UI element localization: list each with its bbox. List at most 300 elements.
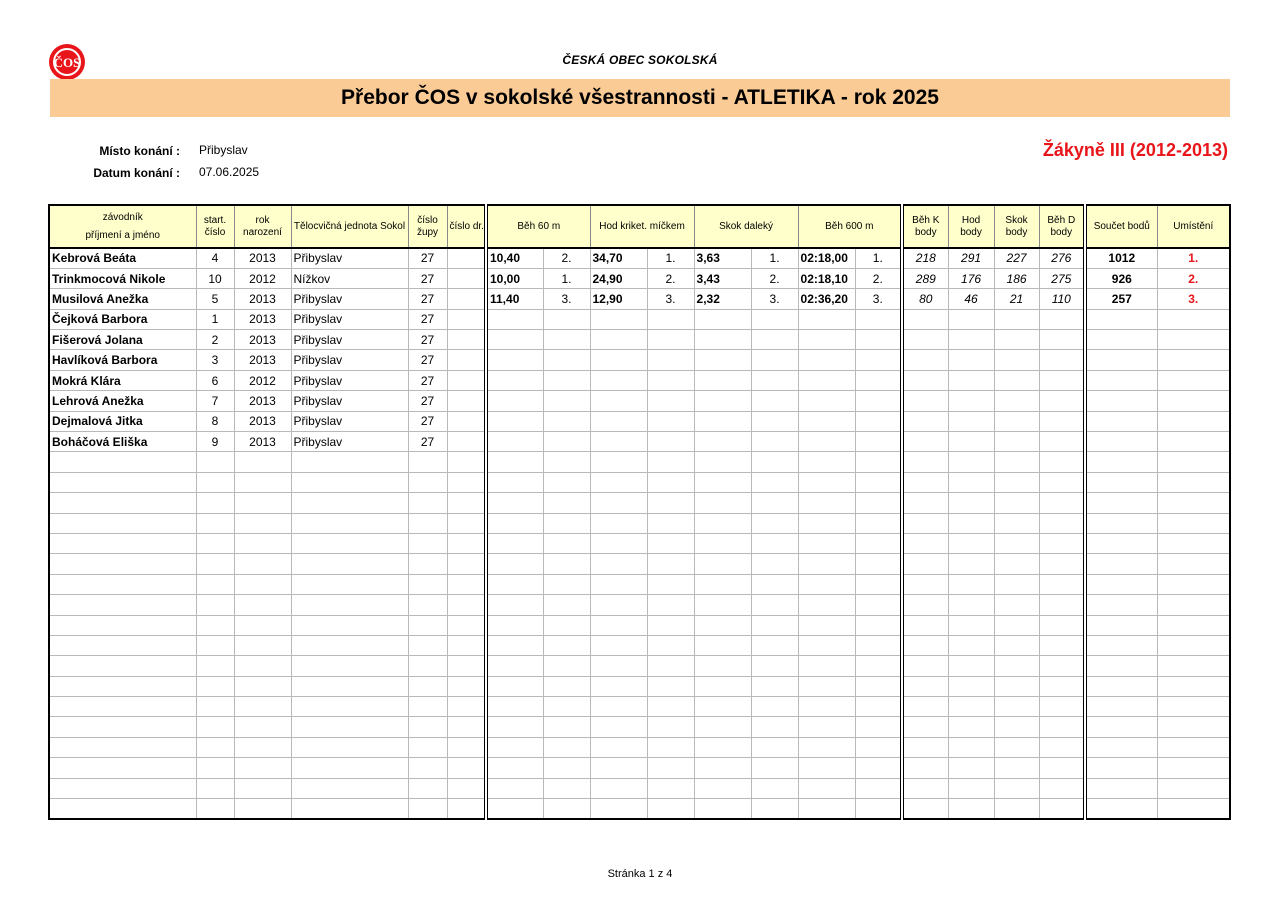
jump-rank [751, 330, 798, 350]
points-jump [994, 350, 1039, 370]
start-number: 6 [196, 370, 234, 390]
run600-result [798, 411, 855, 431]
empty-cell [902, 493, 948, 513]
jump-result: 3,63 [694, 248, 751, 268]
empty-cell [1157, 595, 1230, 615]
empty-cell [486, 758, 543, 778]
empty-cell [647, 472, 694, 492]
empty-cell [1039, 656, 1085, 676]
empty-cell [994, 452, 1039, 472]
empty-cell [543, 472, 590, 492]
jump-rank: 2. [751, 268, 798, 288]
date-label: Datum konání : [93, 166, 180, 180]
empty-cell [196, 452, 234, 472]
col-pts-run-k: Běh K body [902, 205, 948, 248]
run60-rank [543, 350, 590, 370]
start-number: 8 [196, 411, 234, 431]
empty-cell [486, 697, 543, 717]
empty-cell [751, 737, 798, 757]
empty-cell [1157, 493, 1230, 513]
empty-cell [590, 676, 647, 696]
zupa-number: 27 [408, 391, 447, 411]
points-run-d [1039, 411, 1085, 431]
empty-cell [543, 737, 590, 757]
points-run-d [1039, 370, 1085, 390]
empty-cell [1157, 472, 1230, 492]
empty-cell [798, 554, 855, 574]
cricket-result [590, 432, 647, 452]
empty-cell [49, 635, 196, 655]
empty-cell [855, 717, 902, 737]
cricket-result [590, 330, 647, 350]
empty-cell [647, 656, 694, 676]
start-number: 9 [196, 432, 234, 452]
team-number [447, 268, 486, 288]
empty-cell [798, 676, 855, 696]
run600-rank [855, 391, 902, 411]
run600-rank [855, 411, 902, 431]
points-run-k [902, 391, 948, 411]
empty-cell [902, 635, 948, 655]
empty-cell [1157, 697, 1230, 717]
empty-cell [590, 472, 647, 492]
empty-cell [1157, 778, 1230, 798]
empty-cell [447, 452, 486, 472]
empty-cell [994, 595, 1039, 615]
empty-cell [291, 513, 408, 533]
empty-cell [291, 717, 408, 737]
points-run-k [902, 350, 948, 370]
col-pts-jump: Skok body [994, 205, 1039, 248]
empty-cell [647, 513, 694, 533]
empty-cell [543, 513, 590, 533]
empty-cell [408, 533, 447, 553]
team-number [447, 330, 486, 350]
empty-cell [798, 595, 855, 615]
empty-cell [408, 472, 447, 492]
empty-cell [994, 533, 1039, 553]
run60-rank [543, 411, 590, 431]
empty-cell [447, 472, 486, 492]
empty-cell [543, 717, 590, 737]
run60-result [486, 370, 543, 390]
cricket-rank [647, 411, 694, 431]
empty-cell [590, 595, 647, 615]
empty-cell [196, 635, 234, 655]
empty-cell [486, 595, 543, 615]
placement [1157, 370, 1230, 390]
placement [1157, 330, 1230, 350]
empty-cell [196, 493, 234, 513]
table-row [49, 350, 1230, 370]
empty-cell [49, 574, 196, 594]
points-jump [994, 411, 1039, 431]
competitor-name: Musilová Anežka [49, 289, 196, 309]
table-row [49, 268, 1230, 288]
empty-cell [196, 554, 234, 574]
empty-cell [751, 635, 798, 655]
empty-cell [902, 799, 948, 819]
run60-rank [543, 432, 590, 452]
empty-cell [590, 635, 647, 655]
run60-rank [543, 391, 590, 411]
start-number: 7 [196, 391, 234, 411]
empty-cell [994, 758, 1039, 778]
start-number: 2 [196, 330, 234, 350]
points-throw [948, 370, 994, 390]
empty-cell [855, 533, 902, 553]
empty-cell [196, 595, 234, 615]
empty-row [49, 513, 1230, 533]
empty-cell [902, 778, 948, 798]
empty-cell [1157, 554, 1230, 574]
empty-row [49, 554, 1230, 574]
run60-rank: 3. [543, 289, 590, 309]
empty-cell [694, 452, 751, 472]
placement: 1. [1157, 248, 1230, 268]
run600-result [798, 432, 855, 452]
empty-cell [694, 493, 751, 513]
placement [1157, 411, 1230, 431]
placement: 2. [1157, 268, 1230, 288]
points-throw [948, 411, 994, 431]
team-number [447, 432, 486, 452]
place-label: Místo konání : [99, 144, 180, 158]
empty-cell [902, 758, 948, 778]
points-run-k: 218 [902, 248, 948, 268]
run60-result [486, 411, 543, 431]
club-name: Nížkov [291, 268, 408, 288]
empty-cell [234, 717, 291, 737]
birth-year: 2013 [234, 248, 291, 268]
empty-cell [1157, 737, 1230, 757]
empty-cell [234, 737, 291, 757]
empty-cell [994, 717, 1039, 737]
empty-cell [948, 758, 994, 778]
run600-result [798, 391, 855, 411]
points-jump: 21 [994, 289, 1039, 309]
empty-cell [1039, 799, 1085, 819]
birth-year: 2012 [234, 370, 291, 390]
empty-cell [751, 758, 798, 778]
empty-cell [855, 676, 902, 696]
points-jump: 227 [994, 248, 1039, 268]
col-competitor [49, 205, 196, 248]
empty-cell [1039, 697, 1085, 717]
empty-cell [1039, 717, 1085, 737]
empty-cell [994, 513, 1039, 533]
empty-row [49, 778, 1230, 798]
empty-cell [234, 656, 291, 676]
empty-cell [49, 472, 196, 492]
run600-result [798, 330, 855, 350]
empty-cell [234, 595, 291, 615]
empty-cell [291, 493, 408, 513]
empty-cell [447, 635, 486, 655]
empty-cell [948, 472, 994, 492]
empty-cell [948, 635, 994, 655]
empty-cell [948, 533, 994, 553]
empty-cell [948, 737, 994, 757]
empty-cell [694, 758, 751, 778]
empty-cell [647, 533, 694, 553]
empty-cell [855, 513, 902, 533]
empty-cell [751, 472, 798, 492]
empty-cell [486, 615, 543, 635]
empty-cell [408, 697, 447, 717]
empty-cell [1157, 799, 1230, 819]
empty-cell [49, 493, 196, 513]
empty-cell [902, 676, 948, 696]
col-run60: Běh 60 m [486, 205, 590, 248]
points-run-d [1039, 309, 1085, 329]
empty-cell [798, 533, 855, 553]
empty-cell [408, 737, 447, 757]
empty-cell [902, 574, 948, 594]
run60-result [486, 432, 543, 452]
empty-cell [291, 554, 408, 574]
empty-cell [1157, 656, 1230, 676]
empty-cell [751, 513, 798, 533]
table-row [49, 370, 1230, 390]
empty-cell [948, 513, 994, 533]
start-number: 5 [196, 289, 234, 309]
empty-cell [1085, 697, 1157, 717]
run60-result [486, 309, 543, 329]
points-run-d: 275 [1039, 268, 1085, 288]
run600-rank [855, 309, 902, 329]
empty-cell [1085, 595, 1157, 615]
points-run-k [902, 309, 948, 329]
empty-cell [49, 656, 196, 676]
zupa-number: 27 [408, 432, 447, 452]
empty-cell [694, 513, 751, 533]
empty-cell [590, 554, 647, 574]
empty-cell [291, 737, 408, 757]
empty-cell [994, 554, 1039, 574]
empty-cell [543, 758, 590, 778]
empty-cell [408, 778, 447, 798]
empty-cell [196, 574, 234, 594]
points-throw [948, 391, 994, 411]
run600-rank: 2. [855, 268, 902, 288]
empty-cell [590, 758, 647, 778]
empty-cell [694, 554, 751, 574]
empty-cell [798, 574, 855, 594]
empty-cell [196, 533, 234, 553]
empty-cell [855, 615, 902, 635]
empty-cell [486, 452, 543, 472]
empty-cell [543, 595, 590, 615]
birth-year: 2013 [234, 432, 291, 452]
empty-cell [1039, 533, 1085, 553]
competitor-name: Fišerová Jolana [49, 330, 196, 350]
empty-cell [855, 697, 902, 717]
empty-row [49, 595, 1230, 615]
jump-result: 2,32 [694, 289, 751, 309]
empty-cell [1157, 676, 1230, 696]
col-birth-year: rok narození [234, 205, 291, 248]
empty-cell [486, 737, 543, 757]
empty-cell [902, 737, 948, 757]
table-row [49, 411, 1230, 431]
empty-cell [798, 493, 855, 513]
points-total: 257 [1085, 289, 1157, 309]
club-name: Přibyslav [291, 432, 408, 452]
empty-cell [486, 656, 543, 676]
empty-cell [1039, 472, 1085, 492]
cricket-result: 34,70 [590, 248, 647, 268]
start-number: 10 [196, 268, 234, 288]
competitor-name: Lehrová Anežka [49, 391, 196, 411]
empty-cell [543, 697, 590, 717]
empty-cell [291, 656, 408, 676]
empty-cell [902, 472, 948, 492]
empty-cell [49, 799, 196, 819]
club-name: Přibyslav [291, 411, 408, 431]
empty-cell [543, 452, 590, 472]
empty-cell [1157, 533, 1230, 553]
empty-cell [234, 676, 291, 696]
empty-cell [1085, 758, 1157, 778]
points-total: 1012 [1085, 248, 1157, 268]
points-total [1085, 411, 1157, 431]
empty-cell [1085, 472, 1157, 492]
col-club: Tělocvičná jednota Sokol [291, 205, 408, 248]
empty-cell [694, 595, 751, 615]
run600-rank: 1. [855, 248, 902, 268]
empty-cell [751, 452, 798, 472]
empty-cell [798, 513, 855, 533]
empty-cell [49, 595, 196, 615]
empty-cell [855, 635, 902, 655]
empty-cell [994, 472, 1039, 492]
empty-cell [751, 778, 798, 798]
col-total: Součet bodů [1085, 205, 1157, 248]
empty-cell [798, 452, 855, 472]
empty-cell [647, 574, 694, 594]
empty-cell [994, 676, 1039, 696]
empty-cell [798, 799, 855, 819]
cricket-rank [647, 309, 694, 329]
empty-cell [408, 452, 447, 472]
jump-rank [751, 411, 798, 431]
empty-row [49, 615, 1230, 635]
empty-cell [447, 554, 486, 574]
empty-cell [486, 635, 543, 655]
empty-cell [447, 615, 486, 635]
empty-cell [49, 513, 196, 533]
empty-cell [234, 554, 291, 574]
run60-result [486, 350, 543, 370]
cricket-rank [647, 370, 694, 390]
points-throw [948, 330, 994, 350]
empty-cell [798, 697, 855, 717]
empty-cell [408, 615, 447, 635]
empty-cell [196, 513, 234, 533]
empty-cell [751, 697, 798, 717]
empty-cell [1085, 452, 1157, 472]
empty-cell [543, 493, 590, 513]
empty-cell [408, 635, 447, 655]
empty-cell [49, 778, 196, 798]
table-row [49, 289, 1230, 309]
club-name: Přibyslav [291, 350, 408, 370]
jump-result [694, 350, 751, 370]
run60-result [486, 391, 543, 411]
points-run-k [902, 432, 948, 452]
points-throw [948, 432, 994, 452]
empty-cell [647, 493, 694, 513]
empty-cell [486, 778, 543, 798]
run600-result [798, 350, 855, 370]
empty-row [49, 758, 1230, 778]
empty-cell [196, 799, 234, 819]
run60-rank [543, 370, 590, 390]
empty-cell [291, 799, 408, 819]
empty-cell [447, 533, 486, 553]
empty-cell [647, 676, 694, 696]
empty-cell [291, 574, 408, 594]
empty-cell [902, 513, 948, 533]
table-row [49, 391, 1230, 411]
empty-cell [291, 615, 408, 635]
empty-cell [408, 799, 447, 819]
points-jump [994, 309, 1039, 329]
empty-cell [590, 697, 647, 717]
empty-cell [751, 676, 798, 696]
jump-rank [751, 350, 798, 370]
jump-result: 3,43 [694, 268, 751, 288]
empty-cell [408, 554, 447, 574]
empty-cell [798, 635, 855, 655]
start-number: 4 [196, 248, 234, 268]
empty-cell [994, 615, 1039, 635]
empty-cell [234, 778, 291, 798]
empty-cell [234, 758, 291, 778]
empty-cell [948, 697, 994, 717]
empty-cell [291, 472, 408, 492]
empty-cell [408, 676, 447, 696]
empty-cell [234, 697, 291, 717]
competitor-name: Mokrá Klára [49, 370, 196, 390]
empty-cell [408, 656, 447, 676]
jump-rank: 3. [751, 289, 798, 309]
empty-cell [486, 717, 543, 737]
points-run-d [1039, 391, 1085, 411]
jump-result [694, 309, 751, 329]
empty-cell [694, 656, 751, 676]
zupa-number: 27 [408, 248, 447, 268]
club-name: Přibyslav [291, 330, 408, 350]
run600-rank [855, 330, 902, 350]
results-table [48, 204, 1231, 820]
empty-cell [948, 717, 994, 737]
empty-cell [408, 758, 447, 778]
club-name: Přibyslav [291, 309, 408, 329]
empty-cell [447, 513, 486, 533]
cricket-rank [647, 350, 694, 370]
points-throw [948, 309, 994, 329]
competitor-name: Trinkmocová Nikole [49, 268, 196, 288]
jump-rank: 1. [751, 248, 798, 268]
empty-cell [196, 697, 234, 717]
empty-cell [590, 737, 647, 757]
empty-cell [855, 656, 902, 676]
zupa-number: 27 [408, 350, 447, 370]
run60-rank: 2. [543, 248, 590, 268]
empty-cell [798, 737, 855, 757]
